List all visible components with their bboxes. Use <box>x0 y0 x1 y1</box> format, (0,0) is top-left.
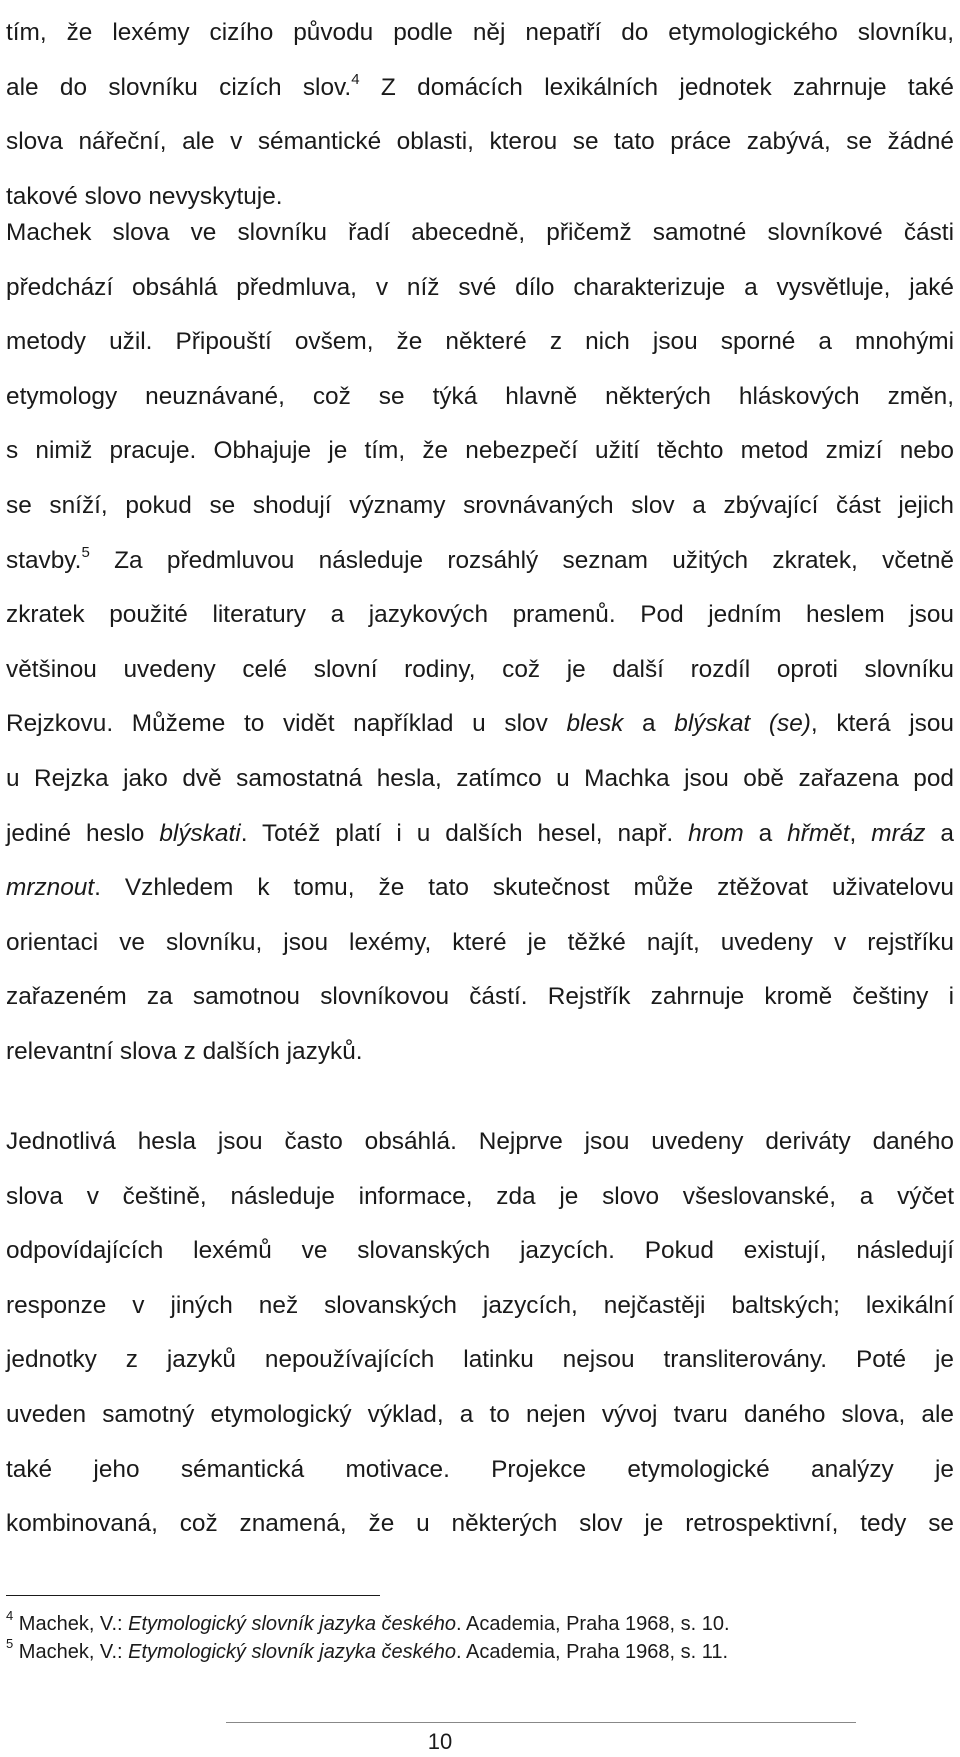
italic-term: blesk <box>566 710 624 738</box>
page-number-divider <box>226 1722 856 1723</box>
text-line: tím, že lexémy cizího původu podle něj nepatří do etymologického slovníku, <box>6 19 954 46</box>
text-fragment: , <box>849 819 872 847</box>
text-line: většinou uvedeny celé slovní rodiny, což je další rozdíl oproti slovníku <box>6 655 954 683</box>
text-line <box>6 861 954 916</box>
text-line <box>6 807 954 862</box>
text-fragment: . Vzhledem k tomu, že tato skutečnost může ztěžovat uživatelovu <box>94 874 954 902</box>
footnotes <box>6 1610 954 1666</box>
footnote-4 <box>6 1610 954 1638</box>
text-fragment: a <box>925 819 954 847</box>
text-line: slova nářeční, ale v sémantické oblasti, kterou se tato práce zabývá, se žádné <box>6 128 954 156</box>
text-line: takové slovo nevyskytuje. <box>6 182 283 210</box>
italic-term: hřmět <box>787 819 850 847</box>
text-line: odpovídajících lexémů ve slovanských jazycích. Pokud existují, následují <box>6 1237 954 1265</box>
footnote-rest: . Academia, Praha 1968, s. 11. <box>456 1641 729 1663</box>
footnote-title: Etymologický slovník jazyka českého <box>128 1641 457 1663</box>
text-line <box>6 697 954 752</box>
text-fragment: Z domácích lexikálních jednotek zahrnuje také <box>359 73 954 101</box>
text-line: zařazeném za samotnou slovníkovou částí. Rejstřík zahrnuje kromě češtiny i <box>6 983 954 1011</box>
text-line <box>6 61 954 116</box>
italic-term: blýskati <box>159 819 241 847</box>
text-fragment: . Totéž platí i u dalších hesel, např. <box>240 819 689 847</box>
text-line <box>6 534 954 589</box>
page-number: 10 <box>427 1729 453 1754</box>
paragraph-1 <box>6 6 954 224</box>
text-fragment: a <box>743 819 788 847</box>
text-line: u Rejzka jako dvě samostatná hesla, zatímco u Machka jsou obě zařazena pod <box>6 764 954 792</box>
text-line: Jednotlivá hesla jsou často obsáhlá. Nejprve jsou uvedeny deriváty daného <box>6 1128 954 1155</box>
text-line: předchází obsáhlá předmluva, v níž své dílo charakterizuje a vysvětluje, jaké <box>6 273 954 301</box>
footnote-divider <box>6 1595 380 1596</box>
text-fragment: jediné heslo <box>6 819 160 847</box>
italic-term: hrom <box>688 819 744 847</box>
text-fragment: ale do slovníku cizích slov. <box>6 73 352 101</box>
text-fragment: Za předmluvou následuje rozsáhlý seznam užitých zkratek, včetně <box>89 546 954 574</box>
text-line: etymology neuznávané, což se týká hlavně některých hláskových změn, <box>6 382 954 410</box>
footnote-author: Machek, V.: <box>13 1641 129 1663</box>
text-line: uveden samotný etymologický výklad, a to nejen vývoj tvaru daného slova, ale <box>6 1400 954 1428</box>
footnote-ref-5: 5 <box>81 544 90 562</box>
paragraph-3 <box>6 1115 954 1552</box>
italic-term: mráz <box>871 819 926 847</box>
text-fragment: a <box>623 710 675 738</box>
paragraph-2 <box>6 206 954 1080</box>
footnote-5 <box>6 1638 954 1666</box>
text-fragment: , která jsou <box>810 710 954 738</box>
footnote-number: 4 <box>6 1608 14 1624</box>
text-line: jednotky z jazyků nepoužívajících latinku nejsou transliterovány. Poté je <box>6 1346 954 1374</box>
text-line: zkratek použité literatury a jazykových pramenů. Pod jedním heslem jsou <box>6 601 954 629</box>
text-line: kombinovaná, což znamená, že u některých slov je retrospektivní, tedy se <box>6 1510 954 1538</box>
footnote-title: Etymologický slovník jazyka českého <box>128 1613 457 1635</box>
text-line: responze v jiných než slovanských jazycích, nejčastěji baltských; lexikální <box>6 1291 954 1319</box>
footnote-ref-4: 4 <box>351 71 360 89</box>
text-line: s nimiž pracuje. Obhajuje je tím, že nebezpečí užití těchto metod zmizí nebo <box>6 437 954 465</box>
text-line: relevantní slova z dalších jazyků. <box>6 1037 363 1065</box>
footnote-rest: . Academia, Praha 1968, s. 10. <box>456 1613 730 1635</box>
text-line: Machek slova ve slovníku řadí abecedně, přičemž samotné slovníkové části <box>6 219 954 246</box>
text-fragment: Rejzkovu. Můžeme to vidět například u slov <box>6 710 567 738</box>
text-line: metody užil. Připouští ovšem, že některé z nich jsou sporné a mnohými <box>6 328 954 356</box>
text-line: slova v češtině, následuje informace, zda je slovo všeslovanské, a výčet <box>6 1182 954 1210</box>
italic-term: blýskat (se) <box>674 710 811 738</box>
text-line: orientaci ve slovníku, jsou lexémy, které je těžké najít, uvedeny v rejstříku <box>6 928 954 956</box>
text-line: také jeho sémantická motivace. Projekce etymologické analýzy je <box>6 1455 954 1483</box>
text-fragment: stavby. <box>6 546 82 574</box>
footnote-number: 5 <box>6 1636 14 1652</box>
text-line: se sníží, pokud se shodují významy srovnávaných slov a zbývající část jejich <box>6 491 954 519</box>
italic-term: mrznout <box>6 874 95 902</box>
footnote-author: Machek, V.: <box>13 1613 129 1635</box>
